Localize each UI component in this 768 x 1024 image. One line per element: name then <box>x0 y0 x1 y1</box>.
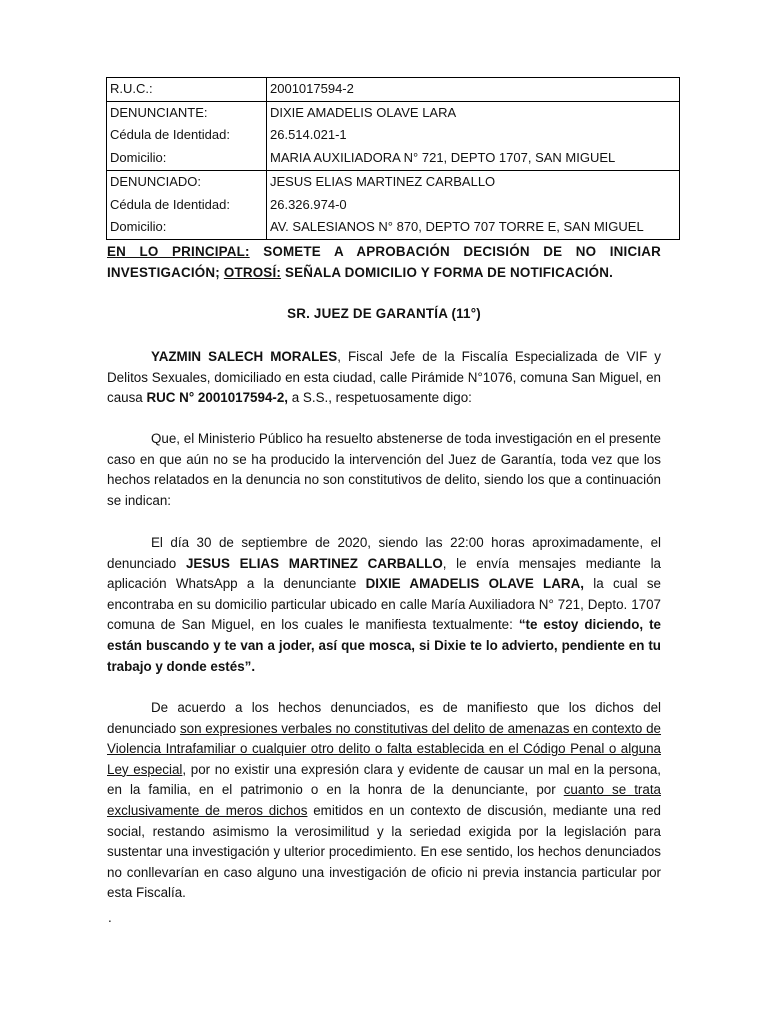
principal-label: EN LO PRINCIPAL: <box>107 244 250 259</box>
decision-paragraph: Que, el Ministerio Público ha resuelto abstenerse de toda investigación en el presente caso en que aún no se ha producido la intervención del Juez de Garantía, toda vez que los hechos relatados en la denuncia no son constitutivos de delito, siendo los que a continuación se indican: <box>107 431 661 508</box>
paragraph-text: , por no existir una expresión clara y evidente de causar un mal en la persona, en la familia, en el patrimonio o en la honra de la denunciante, por <box>107 761 661 798</box>
principal-text: SOMETE A APROBACIÓN DECISIÓN DE NO INICIAR INVESTIGACIÓN; <box>107 244 661 280</box>
addressee: SR. JUEZ DE GARANTÍA (11°) <box>287 306 481 321</box>
ruc-label: R.U.C.: <box>107 78 267 102</box>
underlined-phrase: cuanto se trata exclusivamente de meros dichos <box>107 782 661 818</box>
prosecutor-name: YAZMIN SALECH MORALES <box>151 349 338 364</box>
domicilio-label: Domicilio: <box>107 216 267 239</box>
document-heading <box>107 242 661 283</box>
paragraph-text: De acuerdo a los hechos denunciados, es de manifiesto que los dichos del denunciado <box>107 700 661 736</box>
denunciado-name: JESUS ELIAS MARTINEZ CARBALLO <box>185 555 443 571</box>
denunciante-value: DIXIE AMADELIS OLAVE LARA <box>267 101 680 124</box>
table-row <box>107 194 680 217</box>
cedula-value: 26.514.021-1 <box>267 124 680 147</box>
domicilio-label: Domicilio: <box>107 147 267 170</box>
otrosi-text: SEÑALA DOMICILIO Y FORMA DE NOTIFICACIÓN. <box>281 264 614 280</box>
domicilio-value: AV. SALESIANOS N° 870, DEPTO 707 TORRE E, SAN MIGUEL <box>267 216 680 239</box>
paragraph-text: emitidos en un contexto de discusión, mediante una red social, restando asimismo la verosimilitud y la seriedad exigida por la legislación para sustentar una investigación y ulterior procedimiento. En ese sentido, los hechos denunciados no conllevarían en caso alguno una investigación de oficio ni previa instancia particular por esta Fiscalía. <box>107 802 661 901</box>
analysis-paragraph <box>107 698 661 904</box>
denunciante-name: DIXIE AMADELIS OLAVE LARA, <box>365 576 584 592</box>
cedula-value: 26.326.974-0 <box>267 194 680 217</box>
table-row <box>107 147 680 170</box>
paragraph-text: la cual se encontraba en su domicilio particular ubicado en calle María Auxiliadora N° 721, Depto. 1707 comuna de San Miguel, en los cuales le manifiesta textualmente: <box>107 576 661 633</box>
paragraph-text: El día 30 de septiembre de 2020, siendo las 22:00 horas aproximadamente, el denunciado <box>107 535 661 571</box>
cedula-label: Cédula de Identidad: <box>107 194 267 217</box>
table-row <box>107 124 680 147</box>
table-row <box>107 216 680 239</box>
paragraph-text: , le envía mensajes mediante la aplicación WhatsApp a la denunciante <box>107 555 662 592</box>
ruc-reference: RUC N° 2001017594-2, <box>146 390 289 406</box>
paragraph-text: a S.S., respetuosamente digo: <box>288 390 472 406</box>
denunciante-label: DENUNCIANTE: <box>107 101 267 124</box>
paragraph-text: , Fiscal Jefe de la Fiscalía Especializada de VIF y Delitos Sexuales, domiciliado en esta ciudad, calle Pirámide N°1076, comuna San Miguel, en causa <box>107 349 662 406</box>
quoted-message: “te estoy diciendo, te están buscando y te van a joder, así que mosca, si Dixie te lo advierto, pendiente en tu trabajo y donde estés”. <box>107 617 661 674</box>
table-row <box>107 101 680 124</box>
ruc-value: 2001017594-2 <box>267 78 680 102</box>
otrosi-label: OTROSÍ: <box>223 264 282 280</box>
denunciado-label: DENUNCIADO: <box>107 170 267 193</box>
cedula-label: Cédula de Identidad: <box>107 124 267 147</box>
case-info-table <box>106 77 680 240</box>
trailing-mark: . <box>108 910 112 925</box>
denunciado-value: JESUS ELIAS MARTINEZ CARBALLO <box>267 170 680 193</box>
underlined-phrase: son expresiones verbales no constitutivas del delito de amenazas en contexto de Violencia Intrafamiliar o cualquier otro delito o falta establecida en el Código Penal o alguna Ley especial <box>107 720 662 777</box>
intro-paragraph <box>107 347 661 409</box>
facts-paragraph <box>107 533 661 677</box>
table-row <box>107 78 680 102</box>
domicilio-value: MARIA AUXILIADORA N° 721, DEPTO 1707, SAN MIGUEL <box>267 147 680 170</box>
table-row <box>107 170 680 193</box>
